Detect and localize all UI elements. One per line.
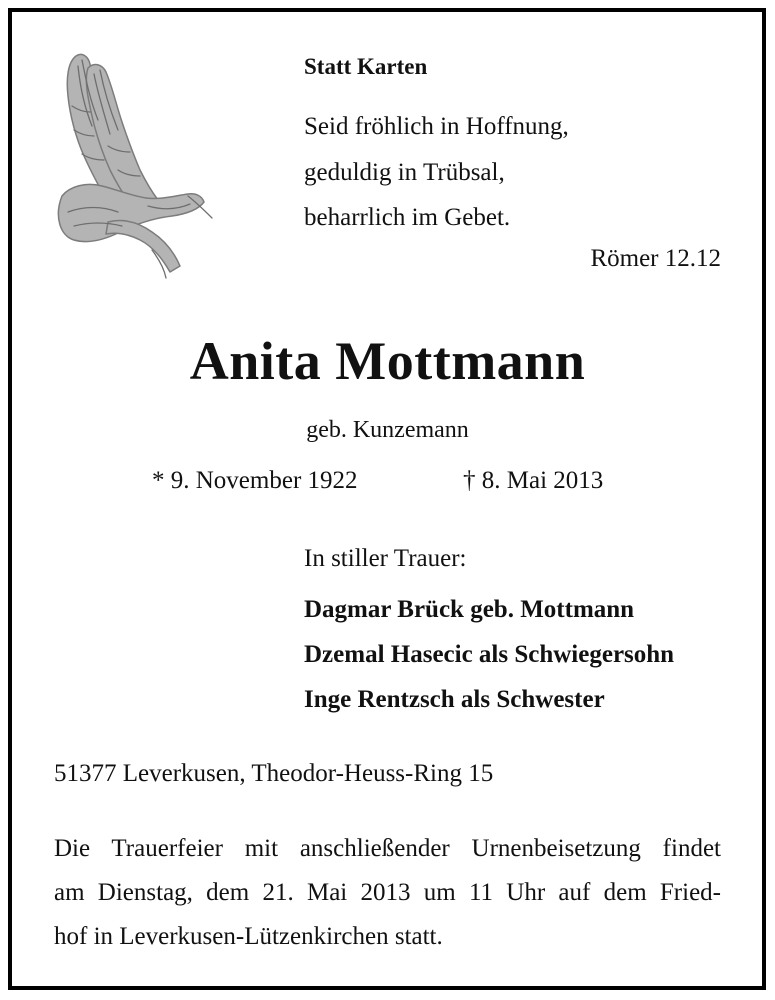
birth-date: * 9. November 1922 bbox=[152, 467, 358, 494]
ceremony-line-1: Die Trauerfeier mit anschließender Urnenbeisetzung findet bbox=[54, 835, 721, 862]
ceremony-line-2: am Dienstag, dem 21. Mai 2013 um 11 Uhr auf dem Fried- bbox=[54, 879, 721, 906]
mourner-1: Dagmar Brück geb. Mottmann bbox=[304, 596, 635, 623]
mourner-2: Dzemal Hasecic als Schwiegersohn bbox=[304, 641, 675, 668]
ceremony-line-3: hof in Leverkusen-Lützenkirchen statt. bbox=[54, 923, 443, 950]
praying-hands-icon bbox=[48, 46, 218, 281]
mourning-address: 51377 Leverkusen, Theodor-Heuss-Ring 15 bbox=[54, 760, 494, 787]
death-date: † 8. Mai 2013 bbox=[463, 467, 604, 494]
verse-reference: Römer 12.12 bbox=[590, 245, 721, 272]
ceremony-paragraph bbox=[54, 827, 721, 959]
mourner-3: Inge Rentzsch als Schwester bbox=[304, 686, 605, 713]
verse-line-2: geduldig in Trübsal, bbox=[304, 159, 505, 186]
maiden-name: geb. Kunzemann bbox=[306, 417, 469, 443]
deceased-name: Anita Mottmann bbox=[189, 331, 586, 391]
header-statt-karten: Statt Karten bbox=[304, 54, 428, 79]
mourning-intro: In stiller Trauer: bbox=[304, 545, 467, 572]
verse-line-3: beharrlich im Gebet. bbox=[304, 204, 511, 231]
verse-line-1: Seid fröhlich in Hoffnung, bbox=[304, 113, 569, 140]
